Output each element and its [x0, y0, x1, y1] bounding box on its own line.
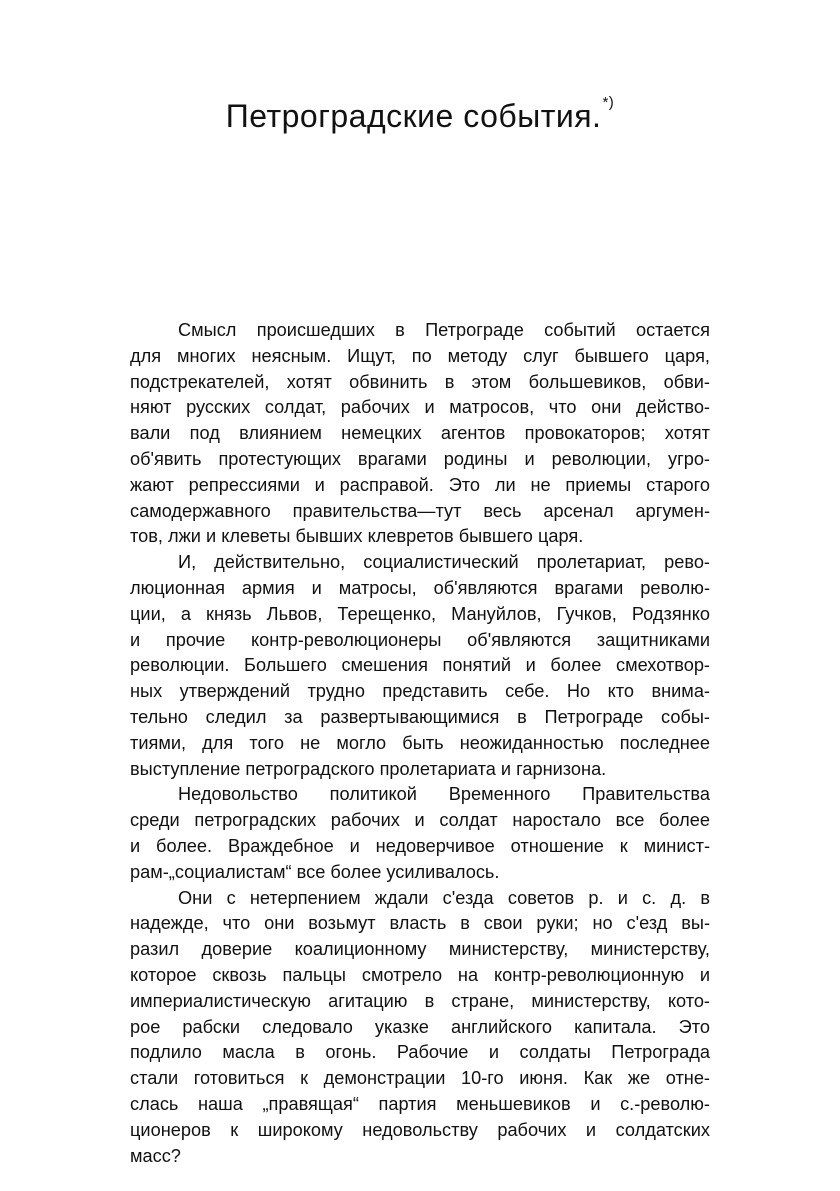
page-title [0, 94, 840, 135]
title-text: Петроградские события. [225, 98, 602, 134]
text-line: вали под влиянием немецких агентов провокаторов; хотят [130, 423, 710, 444]
text-line: подстрекателей, хотят обвинить в этом большевиков, обви- [130, 371, 710, 392]
text-line: выступление петроградского пролетариата и гарнизона. [130, 758, 607, 779]
text-line: И, действительно, социалистический пролетариат, рево- [178, 552, 710, 573]
text-line: для многих неясным. Ищут, по методу слуг бывшего царя, [130, 345, 710, 366]
text-line: рое рабски следовало указке английского капитала. Это [130, 1016, 710, 1037]
text-line: тиями, для того не могло быть неожиданностью последнее [130, 732, 710, 753]
text-line: стали готовиться к демонстрации 10-го июня. Как же отне- [130, 1068, 710, 1089]
text-line: няют русских солдат, рабочих и матросов, что они действо- [130, 397, 710, 418]
text-line: жают репрессиями и расправой. Это ли не приемы старого [130, 474, 710, 495]
text-line: подлило масла в огонь. Рабочие и солдаты Петрограда [130, 1042, 710, 1063]
body-text [130, 318, 710, 1169]
text-line: среди петроградских рабочих и солдат наростало все более [130, 810, 710, 831]
text-line: Они с нетерпением ждали с'езда советов р. и с. д. в [178, 887, 710, 908]
text-line: Недовольство политикой Временного Правительства [178, 784, 710, 805]
text-line: империалистическую агитацию в стране, министерству, кото- [130, 990, 710, 1011]
text-line: масс? [130, 1145, 181, 1166]
text-line: об'явить протестующих врагами родины и революции, угро- [130, 448, 710, 469]
text-line: ционеров к широкому недовольству рабочих и солдатских [130, 1119, 710, 1140]
text-line: тов, лжи и клеветы бывших клевретов бывшего царя. [130, 526, 584, 547]
text-line: самодержавного правительства—тут весь арсенал аргумен- [130, 500, 710, 521]
text-line: ции, а князь Львов, Терещенко, Мануйлов, Гучков, Родзянко [130, 603, 710, 624]
text-line: ных утверждений трудно представить себе. Но кто внима- [130, 681, 710, 702]
text-line: разил доверие коалиционному министерству, министерству, [130, 939, 710, 960]
text-line: которое сквозь пальцы смотрело на контр-революционную и [130, 964, 710, 985]
text-line: надежде, что они возьмут власть в свои руки; но с'езд вы- [130, 913, 710, 934]
text-line: и более. Враждебное и недоверчивое отношение к минист- [130, 835, 710, 856]
text-line: слась наша „правящая“ партия меньшевиков и с.-револю- [130, 1093, 710, 1114]
text-line: и прочие контр-революционеры об'являются защитниками [130, 629, 710, 650]
text-line: люционная армия и матросы, об'являются врагами револю- [130, 577, 710, 598]
text-line: рам-„социалистам“ все более усиливалось. [130, 861, 500, 882]
text-line: Смысл происшедших в Петрограде событий остается [178, 320, 710, 340]
text-line: революции. Большего смешения понятий и более смехотвор- [130, 655, 710, 676]
text-line: тельно следил за развертывающимися в Петрограде собы- [130, 706, 710, 727]
footnote-marker: *) [602, 94, 615, 111]
